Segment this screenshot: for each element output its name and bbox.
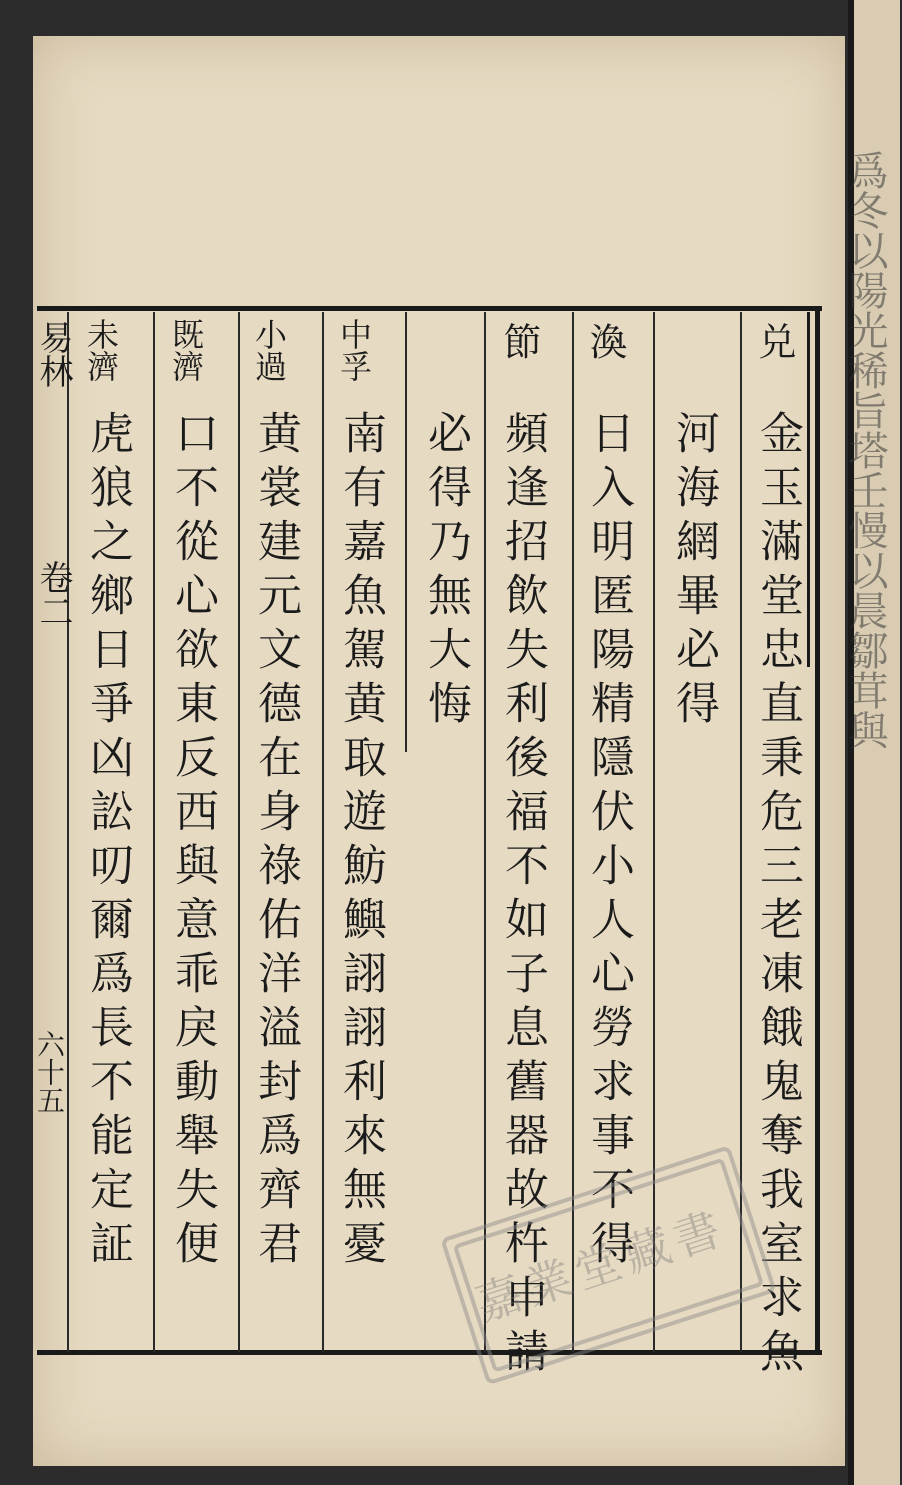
verse-dui-continued: 河海網畢必得 — [668, 410, 719, 734]
verse-huan: 日入明匿陽精隱伏小人心勞求事不得 — [583, 410, 634, 1274]
column-rule — [322, 312, 324, 1352]
frame-inner-rule — [807, 312, 810, 667]
book-title-margin: 易林 — [33, 320, 73, 388]
verse-weiji: 虎狼之鄉日爭凶訟叨爾爲長不能定証 — [82, 410, 133, 1274]
verse-zhongfu: 南有嘉魚駕黄取遊魴鱮詡詡利來無憂 — [335, 410, 386, 1274]
hexagram-title-xiaoguo: 小過 — [250, 318, 288, 382]
verse-dui: 金玉滿堂忠直秉危三老凍餓鬼奪我室求魚 — [752, 410, 803, 1382]
column-rule — [153, 312, 155, 1352]
hexagram-title-dui: 兑 — [752, 322, 796, 360]
volume-margin: 卷二 — [33, 560, 73, 628]
facing-page-edge — [842, 0, 900, 1485]
frame-right-rule — [815, 306, 820, 1355]
column-rule — [238, 312, 240, 1352]
page-number-margin: 六十五 — [33, 1030, 66, 1114]
frame-top-rule — [37, 306, 822, 311]
hexagram-title-huan: 渙 — [583, 322, 627, 360]
hexagram-title-jie: 節 — [497, 322, 541, 360]
facing-page-text: 爲冬以陽光稀旨塔壬慢以晨鄒茸與 — [842, 150, 888, 750]
verse-jie: 頻逢招飲失利後福不如子息舊器故杵申請 — [497, 410, 548, 1382]
hexagram-title-zhongfu: 中孚 — [335, 318, 373, 382]
verse-xiaoguo: 黄裳建元文德在身祿佑洋溢封爲齊君 — [250, 410, 301, 1274]
verse-jie-continued: 必得乃無大悔 — [420, 410, 471, 734]
column-rule — [405, 312, 407, 752]
hexagram-title-weiji: 未濟 — [82, 318, 120, 382]
verse-jiji: 口不從心欲東反西與意乖戾動舉失便 — [167, 410, 218, 1274]
library-seal-text: 嘉業堂藏書 — [468, 1200, 733, 1332]
hexagram-title-jiji: 既濟 — [167, 318, 205, 382]
column-rule — [67, 312, 69, 1352]
